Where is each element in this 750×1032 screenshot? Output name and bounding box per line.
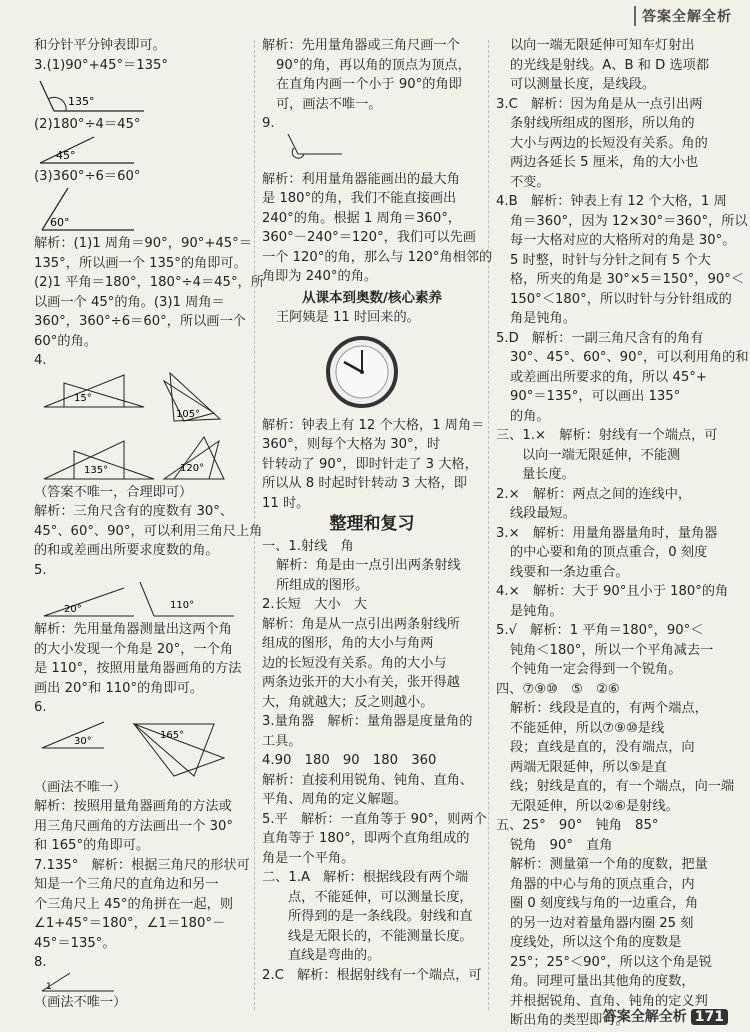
text-line: 段；直线是直的，没有端点，向 bbox=[510, 740, 695, 755]
text-line: 6. bbox=[34, 700, 47, 715]
text-line: 解析：角是由一点引出两条射线 bbox=[276, 558, 461, 573]
page-header: 答案全解全析 bbox=[634, 6, 732, 26]
text-line: 5.平 解析：一直角等于 90°，则两个 bbox=[262, 811, 487, 827]
column-3 bbox=[496, 36, 749, 1031]
text-line: 的中心要和角的顶点重合，0 刻度 bbox=[510, 545, 708, 560]
text-line: 解析：(1)1 周角＝90°，90°+45°＝ bbox=[34, 236, 252, 251]
text-line: 角即为 240°的角。 bbox=[262, 269, 378, 284]
text-line: 和 165°的角即可。 bbox=[34, 838, 150, 853]
text-line: 4.90 180 90 180 360 bbox=[262, 753, 437, 768]
text-line: （答案不唯一，合理即可） bbox=[34, 484, 193, 500]
angle-label: 165° bbox=[160, 729, 185, 741]
subsection-title: 从课本到奥数/核心素养 bbox=[302, 289, 442, 306]
text-line: 角器的中心与角的顶点重合，内 bbox=[510, 876, 695, 892]
angle-label: 105° bbox=[176, 408, 201, 420]
text-line: 角是一个平角。 bbox=[262, 850, 355, 866]
text-line: 线是无限长的，不能测量长度。 bbox=[288, 928, 473, 944]
text-line: (2)1 平角＝180°，180°÷4＝45°，所 bbox=[34, 275, 264, 290]
text-line: (2)180°÷4＝45° bbox=[34, 117, 141, 132]
angle-label: 135° bbox=[68, 95, 95, 108]
text-line: 150°＜180°，所以时针与分针组成的 bbox=[510, 291, 732, 307]
column-1 bbox=[34, 36, 264, 1012]
angle-label: 110° bbox=[170, 600, 195, 611]
text-line: 王阿姨是 11 时回来的。 bbox=[276, 310, 420, 325]
text-line: 解析：线段是直的，有两个端点， bbox=[510, 701, 708, 716]
text-line: 可以测量长度，是线段。 bbox=[510, 77, 656, 92]
column-divider bbox=[488, 40, 489, 1010]
text-line: 四、⑦⑨⑩ ⑤ ②⑥ bbox=[496, 681, 620, 697]
text-line: 解析：钟表上有 12 个大格，1 周角＝ bbox=[262, 417, 485, 433]
angle-label: 120° bbox=[180, 462, 205, 474]
text-line: 线要和一条边重合。 bbox=[510, 564, 629, 580]
text-line: 5. bbox=[34, 562, 47, 578]
text-line: 的另一边对着量角器内圈 25 刻 bbox=[510, 915, 694, 931]
text-line: 圈 0 刻度线与角的一边重合，角 bbox=[510, 896, 699, 911]
text-line: 的光线是射线。A、B 和 D 选项都 bbox=[510, 57, 710, 73]
text-line: 针转动了 90°，即时针走了 3 大格， bbox=[262, 456, 478, 472]
text-line: 解析：利用量角器能画出的最大角 bbox=[262, 171, 460, 187]
text-line: 个三角尺上 45°的角拼在一起，则 bbox=[34, 896, 234, 912]
text-line: 线；射线是直的，有一个端点，向一端 bbox=[510, 779, 735, 794]
text-line: 9. bbox=[262, 116, 275, 131]
text-line: 解析：角是从一点引出两条射线所 bbox=[262, 616, 460, 632]
text-line: 在直角内画一个小于 90°的角即 bbox=[276, 77, 462, 92]
text-line: 30°、45°、60°、90°，可以利用角的和 bbox=[510, 350, 749, 365]
text-line: 平角、周角的定义解题。 bbox=[262, 792, 408, 807]
text-line: 5.D 解析：一副三角尺含有的角有 bbox=[496, 330, 704, 346]
text-line: （画法不唯一） bbox=[34, 994, 127, 1010]
angle-label: 1 bbox=[46, 981, 52, 992]
text-line: 是 180°的角，我们不能直接画出 bbox=[262, 191, 457, 206]
text-line: 不变。 bbox=[510, 174, 550, 190]
angle-label: 45° bbox=[56, 148, 76, 162]
text-line: 360°－240°＝120°，我们可以先画 bbox=[262, 230, 476, 245]
text-line: 格，所夹的角是 30°×5＝150°，90°＜ bbox=[510, 272, 745, 287]
text-line: 所以从 8 时起时针转动 3 大格，即 bbox=[262, 476, 467, 491]
angle-label: 30° bbox=[74, 735, 92, 747]
text-line: 角＝360°，因为 12×30°＝360°，所以 bbox=[510, 213, 748, 229]
angle-figure-30-165 bbox=[34, 718, 248, 778]
text-line: 11 时。 bbox=[262, 495, 310, 511]
text-line: 条射线所组成的图形，所以角的 bbox=[510, 116, 695, 131]
text-line: 45°、60°、90°，可以利用三角尺上角 bbox=[34, 523, 263, 539]
text-line: 是钝角。 bbox=[510, 603, 563, 619]
text-line: 的大小发现一个角是 20°，一个角 bbox=[34, 641, 234, 657]
text-line: 锐角 90° 直角 bbox=[510, 837, 613, 853]
text-line: 可，画法不唯一。 bbox=[276, 96, 382, 112]
text-line: 5.√ 解析：1 平角＝180°，90°＜ bbox=[496, 623, 704, 638]
angle-label: 60° bbox=[50, 216, 70, 229]
text-line: 25°；25°＜90°，所以这个角是锐 bbox=[510, 954, 712, 970]
text-line: 度线处，所以这个角的度数是 bbox=[510, 935, 682, 950]
angle-figure-135 bbox=[34, 75, 154, 115]
text-line: 角是钝角。 bbox=[510, 311, 576, 326]
angle-figure-240 bbox=[262, 134, 462, 170]
clock-icon bbox=[262, 328, 482, 416]
text-line: 4.B 解析：钟表上有 12 个大格，1 周 bbox=[496, 194, 727, 209]
page-number: 171 bbox=[691, 1009, 728, 1025]
text-line: 90°的角，再以角的顶点为顶点， bbox=[276, 57, 471, 73]
text-line: 每一大格对应的大格所对的角是 30°。 bbox=[510, 233, 736, 248]
angle-figure-45 bbox=[34, 135, 154, 167]
column-2 bbox=[262, 36, 493, 985]
text-line: 组成的图形，角的大小与角两 bbox=[262, 636, 434, 651]
text-line: 解析：先用量角器测量出这两个角 bbox=[34, 622, 232, 637]
text-line: ∠1+45°＝180°，∠1＝180°－ bbox=[34, 916, 226, 931]
text-line: (3)360°÷6＝60° bbox=[34, 168, 141, 184]
section-title: 整理和复习 bbox=[329, 514, 415, 534]
text-line: 无限延伸，所以②⑥是射线。 bbox=[510, 798, 679, 814]
text-line: 断出角的类型即可。 bbox=[510, 1013, 629, 1028]
text-line: 的角。 bbox=[510, 408, 550, 424]
text-line: 2.× 解析：两点之间的连线中， bbox=[496, 486, 692, 502]
text-line: 以向一端无限延伸，不能测 bbox=[522, 447, 681, 463]
text-line: 知是一个三角尺的直角边和另一 bbox=[34, 877, 219, 892]
text-line: 解析：按照用量角器画角的方法或 bbox=[34, 799, 232, 814]
text-line: 或差画出所要求的角，所以 45°+ bbox=[510, 369, 707, 385]
text-line: 所得到的是一条线段。射线和直 bbox=[288, 909, 473, 924]
text-line: 直角等于 180°，即两个直角组成的 bbox=[262, 831, 470, 846]
page-footer bbox=[603, 1006, 728, 1026]
text-line: 解析：先用量角器或三角尺画一个 bbox=[262, 38, 460, 53]
angle-figure-8 bbox=[34, 973, 154, 993]
text-line: 7.135° 解析：根据三角尺的形状可 bbox=[34, 857, 250, 873]
text-line: 大小与两边的长短没有关系。角的 bbox=[510, 135, 708, 151]
text-line: 画出 20°和 110°的角即可。 bbox=[34, 680, 204, 696]
text-line: 一、1.射线 角 bbox=[262, 538, 354, 554]
text-line: 钝角＜180°，所以一个平角减去一 bbox=[510, 642, 714, 658]
text-line: 一个 120°的角，那么与 120°角相邻的 bbox=[262, 249, 493, 265]
text-line: 3.(1)90°+45°＝135° bbox=[34, 57, 169, 73]
text-line: 所组成的图形。 bbox=[276, 577, 369, 593]
text-line: 边的长短没有关系。角的大小与 bbox=[262, 655, 447, 671]
text-line: 点，不能延伸，可以测量长度， bbox=[288, 889, 473, 905]
angle-label: 20° bbox=[64, 604, 82, 615]
text-line: 8. bbox=[34, 955, 47, 970]
text-line: 2.长短 大小 大 bbox=[262, 597, 367, 612]
angle-figure-60 bbox=[34, 186, 154, 234]
text-line: 两边各延长 5 厘米，角的大小也 bbox=[510, 155, 699, 170]
triangle-ruler-figures bbox=[34, 371, 248, 483]
text-line: 3.× 解析：用量角器量角时，量角器 bbox=[496, 525, 718, 541]
angle-figure-20-110 bbox=[34, 580, 248, 620]
text-line: 工具。 bbox=[262, 733, 302, 749]
text-line: 解析：测量第一个角的度数，把量 bbox=[510, 857, 708, 872]
text-line: 不能延伸，所以⑦⑨⑩是线 bbox=[510, 720, 665, 736]
angle-label: 15° bbox=[74, 392, 92, 404]
text-line: 三、1.× 解析：射线有一个端点，可 bbox=[496, 428, 718, 443]
text-line: 4. bbox=[34, 353, 47, 368]
text-line: 两条边张开的大小有关，张开得越 bbox=[262, 675, 460, 690]
text-line: 以画一个 45°的角。(3)1 周角＝ bbox=[34, 294, 225, 310]
text-line: 并根据锐角、直角、钝角的定义判 bbox=[510, 993, 708, 1009]
text-line: 45°＝135°。 bbox=[34, 935, 116, 951]
text-line: 4.× 解析：大于 90°且小于 180°的角 bbox=[496, 584, 729, 599]
text-line: 直线是弯曲的。 bbox=[288, 948, 381, 963]
text-line: 135°，所以画一个 135°的角即可。 bbox=[34, 255, 247, 271]
text-line: 大，角就越大；反之则越小。 bbox=[262, 694, 434, 710]
text-line: （画法不唯一） bbox=[34, 779, 127, 795]
footer-label: 答案全解全析 bbox=[602, 1009, 687, 1025]
angle-label: 135° bbox=[84, 464, 109, 476]
text-line: 的和或差画出所要求度数的角。 bbox=[34, 543, 219, 558]
text-line: 和分针平分钟表即可。 bbox=[34, 38, 166, 53]
text-line: 240°的角。根据 1 周角＝360°， bbox=[262, 210, 461, 226]
text-line: 角。同理可量出其他角的度数， bbox=[510, 974, 695, 989]
text-line: 个钝角一定会得到一个锐角。 bbox=[510, 662, 682, 677]
text-line: 90°＝135°，可以画出 135° bbox=[510, 389, 681, 404]
text-line: 5 时整，时针与分针之间有 5 个大 bbox=[510, 252, 711, 268]
text-line: 360°，360°÷6＝60°，所以画一个 bbox=[34, 314, 246, 329]
text-line: 量长度。 bbox=[522, 467, 575, 482]
text-line: 两端无限延伸，所以⑤是直 bbox=[510, 759, 667, 775]
text-line: 3.量角器 解析：量角器是度量角的 bbox=[262, 714, 473, 729]
text-line: 以向一端无限延伸可知车灯射出 bbox=[510, 38, 695, 53]
text-line: 解析：三角尺含有的度数有 30°、 bbox=[34, 504, 234, 519]
text-line: 五、25° 90° 钝角 85° bbox=[496, 818, 659, 833]
text-line: 360°，则每个大格为 30°，时 bbox=[262, 437, 441, 452]
text-line: 线段最短。 bbox=[510, 506, 576, 521]
text-line: 3.C 解析：因为角是从一点引出两 bbox=[496, 96, 703, 112]
text-line: 二、1.A 解析：根据线段有两个端 bbox=[262, 870, 469, 885]
text-line: 解析：直接利用锐角、钝角、直角、 bbox=[262, 772, 473, 788]
text-line: 是 110°，按照用量角器画角的方法 bbox=[34, 661, 242, 676]
text-line: 60°的角。 bbox=[34, 333, 97, 349]
text-line: 用三角尺画角的方法画出一个 30° bbox=[34, 818, 234, 834]
text-line: 2.C 解析：根据射线有一个端点，可 bbox=[262, 967, 482, 983]
